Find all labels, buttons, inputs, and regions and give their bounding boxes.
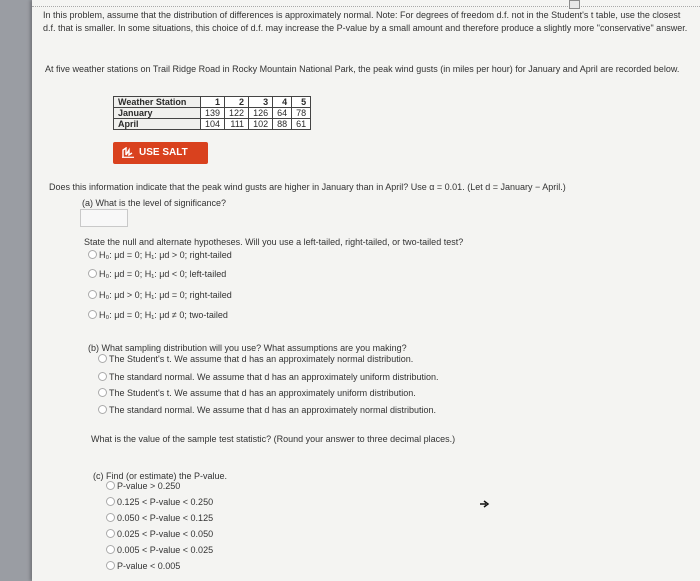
radio-button[interactable] (88, 250, 97, 259)
distribution-option-1[interactable] (98, 353, 413, 365)
row-label-january: January (114, 108, 201, 119)
table-cell: 102 (249, 119, 273, 130)
table-cell: 88 (273, 119, 292, 130)
radio-button[interactable] (98, 354, 107, 363)
option-label: P-value < 0.005 (117, 561, 181, 571)
station-4-header: 4 (273, 97, 292, 108)
radio-button[interactable] (106, 529, 115, 538)
table-cell: 78 (292, 108, 311, 119)
stations-text: At five weather stations on Trail Ridge Road in Rocky Mountain National Park, the peak wind gusts (in miles per hour) for January and April are recorded below. (45, 64, 680, 74)
option-label: 0.005 < P-value < 0.025 (117, 545, 214, 555)
table-header-row (114, 97, 311, 108)
radio-button[interactable] (106, 513, 115, 522)
pvalue-option-2[interactable] (106, 496, 213, 508)
pvalue-option-6[interactable] (106, 560, 180, 572)
part-a-label: (a) What is the level of significance? (82, 198, 227, 208)
significance-input[interactable] (80, 209, 128, 227)
table-cell: 126 (249, 108, 273, 119)
option-label: The Student's t. We assume that d has an approximately uniform distribution. (109, 388, 416, 398)
radio-button[interactable] (98, 372, 107, 381)
table-cell: 64 (273, 108, 292, 119)
part-b-label: (b) What sampling distribution will you use? What assumptions are you making? (88, 343, 407, 353)
radio-button[interactable] (88, 310, 97, 319)
station-5-header: 5 (292, 97, 311, 108)
radio-button[interactable] (88, 269, 97, 278)
table-header-label: Weather Station (114, 97, 201, 108)
radio-button[interactable] (106, 561, 115, 570)
mouse-cursor-icon (480, 500, 490, 508)
radio-button[interactable] (106, 481, 115, 490)
table-cell: 104 (201, 119, 225, 130)
test-statistic-question: What is the value of the sample test statistic? (Round your answer to three decimal places.) (91, 434, 456, 444)
radio-button[interactable] (98, 405, 107, 414)
option-label: 0.025 < P-value < 0.050 (117, 529, 214, 539)
table-row-january (114, 108, 311, 119)
wind-gust-table (113, 96, 311, 130)
pvalue-option-1[interactable] (106, 480, 180, 492)
option-label: The Student's t. We assume that d has an approximately normal distribution. (109, 354, 414, 364)
radio-button[interactable] (106, 545, 115, 554)
use-salt-label: USE SALT (139, 147, 188, 158)
option-label: The standard normal. We assume that d has an approximately normal distribution. (109, 405, 436, 415)
row-label-april: April (114, 119, 201, 130)
station-1-header: 1 (201, 97, 225, 108)
part-c-label: (c) Find (or estimate) the P-value. (93, 471, 228, 481)
top-divider (32, 0, 700, 7)
hypothesis-question: State the null and alternate hypotheses. Will you use a left-tailed, right-tailed, or two-tailed test? (84, 237, 464, 247)
collapse-button[interactable] (569, 0, 580, 9)
table-row-april (114, 119, 311, 130)
table-cell: 122 (225, 108, 249, 119)
station-2-header: 2 (225, 97, 249, 108)
option-label: H₀: μd = 0; H₁: μd < 0; left-tailed (99, 269, 227, 279)
option-label: 0.125 < P-value < 0.250 (117, 497, 214, 507)
option-label: 0.050 < P-value < 0.125 (117, 513, 214, 523)
option-label: H₀: μd = 0; H₁: μd > 0; right-tailed (99, 250, 232, 260)
table-cell: 139 (201, 108, 225, 119)
option-label: P-value > 0.250 (117, 481, 181, 491)
option-label: The standard normal. We assume that d has an approximately uniform distribution. (109, 372, 439, 382)
radio-button[interactable] (88, 290, 97, 299)
distribution-option-3[interactable] (98, 387, 416, 399)
table-cell: 61 (292, 119, 311, 130)
salt-logo-icon (122, 147, 134, 158)
intro-text: In this problem, assume that the distribution of differences is approximately normal. Note: For degrees of freedom d.f. not in the Student's t table, use the closest d.f. that is smaller. In some situations, this choice of d.f. may increase the P-value by a small amount and therefore produce a slightly more "conservative" answer. (43, 10, 688, 33)
pvalue-option-4[interactable] (106, 528, 213, 540)
distribution-option-4[interactable] (98, 404, 436, 416)
hypothesis-option-1[interactable] (88, 249, 232, 261)
pvalue-option-5[interactable] (106, 544, 213, 556)
option-label: H₀: μd = 0; H₁: μd ≠ 0; two-tailed (99, 310, 228, 320)
main-question: Does this information indicate that the peak wind gusts are higher in January than in April? Use α = 0.01. (Let d = January − April.) (49, 182, 566, 192)
radio-button[interactable] (98, 388, 107, 397)
hypothesis-option-4[interactable] (88, 309, 228, 321)
station-3-header: 3 (249, 97, 273, 108)
pvalue-option-3[interactable] (106, 512, 213, 524)
problem-page (32, 0, 700, 581)
use-salt-button[interactable] (113, 142, 208, 164)
distribution-option-2[interactable] (98, 371, 439, 383)
radio-button[interactable] (106, 497, 115, 506)
hypothesis-option-2[interactable] (88, 268, 226, 280)
table-cell: 111 (225, 119, 249, 130)
hypothesis-option-3[interactable] (88, 289, 232, 301)
option-label: H₀: μd > 0; H₁: μd = 0; right-tailed (99, 290, 232, 300)
